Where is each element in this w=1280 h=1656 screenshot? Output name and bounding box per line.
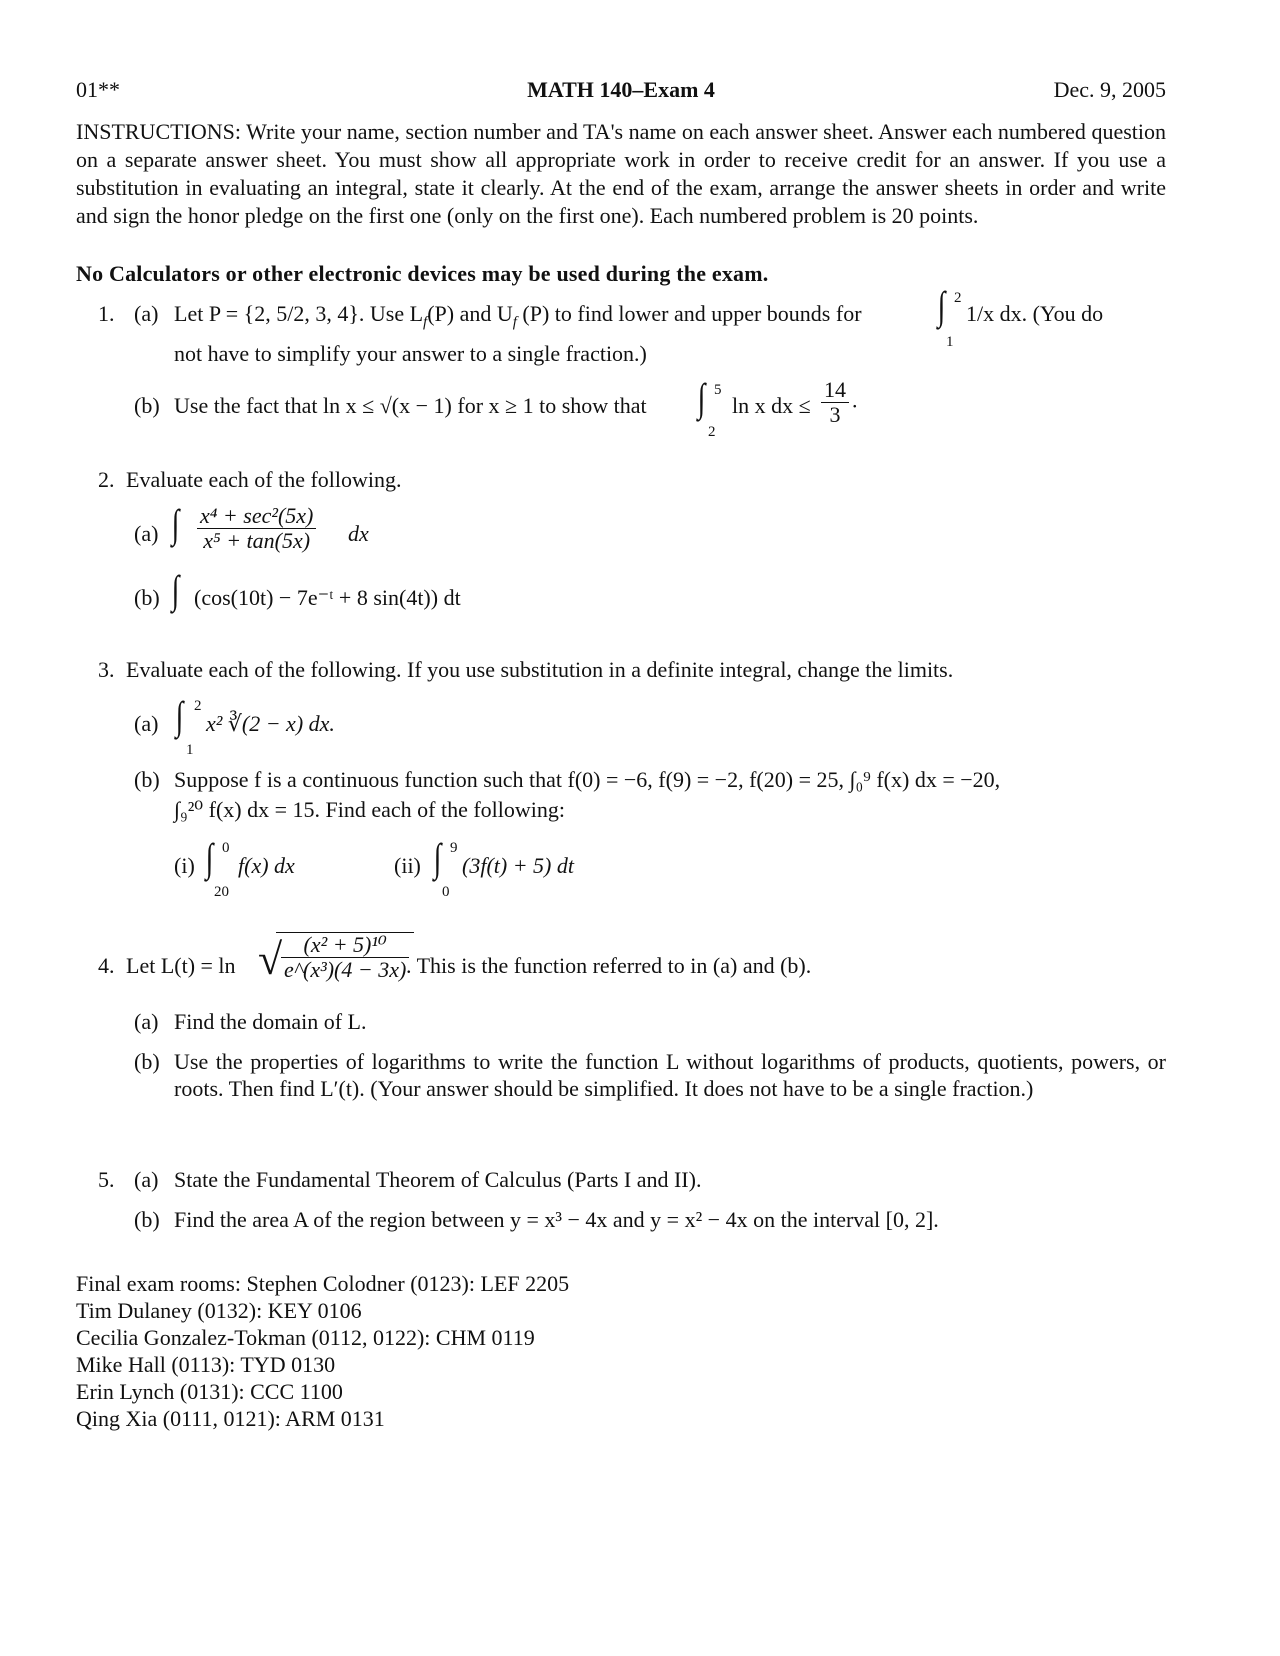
problem-4a-text: Find the domain of L. — [174, 1009, 367, 1034]
problem-2a-label: (a) — [134, 521, 159, 546]
problem-5b-label: (b) — [134, 1207, 160, 1232]
problem-4b-text: Use the properties of logarithms to write the function L without logarithms of products, quotients, powers, or roots. Then find L′(t). (Your answer should be simplified. It does not have to be a single fraction.) — [174, 1049, 1166, 1101]
problem-4-radical-sign: √ — [258, 935, 283, 984]
problem-4-text-pre: Let L(t) = ln — [126, 953, 236, 978]
section-code: 01** — [76, 77, 120, 102]
problem-1b-text: Use the fact that ln x ≤ √(x − 1) for x ≥ 1 to show that — [174, 393, 647, 418]
problem-2-text: Evaluate each of the following. — [126, 467, 402, 492]
problem-1b-integral-sign: ∫ — [697, 375, 706, 420]
problem-2b-label: (b) — [134, 585, 160, 610]
problem-1b-fraction: $\frac{14}{3}$ . — [818, 378, 858, 427]
problem-4-radicand: $\frac{\text{(x² + 5)¹⁰}}{\text{e\textasciicircum{}(x³)(4 − 3x)}}$ — [276, 932, 414, 982]
problem-3a-integral-sign: ∫ — [175, 693, 184, 738]
problem-2a-dx: dx — [348, 521, 369, 546]
final-room-line: Erin Lynch (0131): CCC 1100 — [76, 1379, 343, 1404]
problem-3b-i-text: f(x) dx — [238, 853, 295, 878]
problem-4b-label: (b) — [134, 1049, 160, 1074]
problem-1b-integral: ln x dx ≤ — [732, 393, 811, 418]
problem-5a-label: (a) — [134, 1167, 159, 1192]
final-room-line: Cecilia Gonzalez-Tokman (0112, 0122): CHM 0119 — [76, 1325, 535, 1350]
problem-2a-fraction: $\frac{\text{x⁴ + sec²(5x)}}{\text{x⁵ + tan(5x)}}$ — [194, 504, 319, 553]
problem-3-number: 3. — [98, 657, 115, 682]
problem-1a-continued: not have to simplify your answer to a single fraction.) — [174, 341, 647, 366]
problem-3a-label: (a) — [134, 711, 159, 736]
problem-3b-i-integral-sign: ∫ — [205, 835, 214, 880]
no-calculators-notice: No Calculators or other electronic devices may be used during the exam. — [76, 261, 769, 286]
problem-2b-integral-sign: ∫ — [171, 567, 180, 612]
problem-1b-label: (b) — [134, 393, 160, 418]
problem-5a-text: State the Fundamental Theorem of Calculus (Parts I and II). — [174, 1167, 702, 1192]
problem-2-number: 2. — [98, 467, 115, 492]
final-room-line: Mike Hall (0113): TYD 0130 — [76, 1352, 336, 1377]
problem-3b-line2: ∫₉²⁰ f(x) dx = 15. Find each of the following: — [174, 797, 566, 822]
problem-1a-label: (a) — [134, 301, 159, 326]
problem-3b-ii-text: (3f(t) + 5) dt — [462, 853, 574, 878]
problem-2a-integral-sign: ∫ — [171, 501, 180, 546]
final-exam-rooms — [76, 1270, 569, 1432]
exam-date: Dec. 9, 2005 — [1053, 77, 1166, 102]
exam-page: 01** MATH 140–Exam 4 Dec. 9, 2005 INSTRUCTIONS: Write your name, section number and TA's name on each answer sheet. Answer each numbered question on a separate answer sheet. You must show all appropriate work in order to receive credit for an answer. If you use a substitution in evaluating an integral, state it clearly. At the end of the exam, arrange the answer sheets in order and write and sign the honor pledge on the first one (only on the first one). Each numbered problem is 20 points. No Calculators or other electronic devices may be used during the exam. 1. (a) Let P = {2, 5/2, 3, 4}. Use $L_f(P)$ and $U_f$ (P) to find lower and upper bounds for ∫ 2 1 1/x dx. (You do not have to simplify your answer to a single fraction.) (b) Use the fact that ln x ≤ √(x − 1) for x ≥ 1 to show that ∫ 5 2 ln x dx ≤ $\frac{14}{3}$ . 2. Evaluate each of the following. (a) ∫ $\frac{\text{x⁴ + sec²(5x)}}{\text{x⁵ + tan(5x)}}$ dx (b) ∫ (cos(10t) − 7e⁻ᵗ + 8 sin(4t)) dt 3. Evaluate each of the following. If you use substitution in a definite integral, change the limits. (a) ∫ 2 1 x² ∛(2 − x) dx. (b) Suppose f is a continuous function such that f(0) = −6, f(9) = −2, f(20) = 25, ∫₀⁹ f(x) dx = −20, ∫₉²⁰ f(x) dx = 15. Find each of the following: (i) ∫ 0 20 f(x) dx (ii) ∫ 9 0 (3f(t) + 5) dt 4. Let L(t) = ln √ $\frac{\text{(x² + 5)¹⁰}}{\text{e\textasciicircum{}(x³)(4 − 3x)}}$ . This is the function referred to in (a) and (b). (a) Find the domain of L. (b) Use the properties of logarithms to write the function L without logarithms of products, quotients, powers, or roots. Then find L′(t). (Your answer should be simplified. It does not have to be a single fraction.) 5. (a) State the Fundamental Theorem of Calculus (Parts I and II). (b) Find the area A of the region between y = x³ − 4x and y = x² − 4x on the interval [0, 2]. Final exam rooms: Stephen Colodner (0123): LEF 2205 Tim Dulaney (0132): KEY 0106 Cecilia Gonzalez-Tokman (0112, 0122): CHM 0119 Mike Hall (0113): TYD 0130 Erin Lynch (0131): CCC 1100 Qing Xia (0111, 0121): ARM 0131 — [76, 77, 1166, 1431]
problem-3b-line1: Suppose f is a continuous function such that f(0) = −6, f(9) = −2, f(20) = 25, ∫₀⁹ f(x) dx = −20, — [174, 767, 1001, 792]
problem-3a-text: x² ∛(2 − x) dx. — [206, 711, 335, 736]
instructions-paragraph: INSTRUCTIONS: Write your name, section number and TA's name on each answer sheet. Answer each numbered question on a separate answer sheet. You must show all appropriate work in order to receive credit for an answer. If you use a substitution in evaluating an integral, state it clearly. At the end of the exam, arrange the answer sheets in order and write and sign the honor pledge on the first one (only on the first one). Each numbered problem is 20 points. — [76, 119, 1166, 228]
problem-3b-ii-label: (ii) — [394, 853, 421, 878]
problem-5b-text: Find the area A of the region between y = x³ − 4x and y = x² − 4x on the interval [0, 2]. — [174, 1207, 939, 1232]
final-room-line: Qing Xia (0111, 0121): ARM 0131 — [76, 1406, 385, 1431]
problem-2b-text: (cos(10t) − 7e⁻ᵗ + 8 sin(4t)) dt — [194, 585, 461, 610]
exam-header — [76, 76, 1166, 108]
problem-3b-i-label: (i) — [174, 853, 195, 878]
final-room-line: Tim Dulaney (0132): KEY 0106 — [76, 1298, 362, 1323]
problem-3-text: Evaluate each of the following. If you use substitution in a definite integral, change the limits. — [126, 657, 954, 682]
problem-1-number: 1. — [98, 301, 115, 326]
exam-title: MATH 140–Exam 4 — [527, 77, 715, 102]
problem-3b-label: (b) — [134, 767, 160, 792]
problem-4-number: 4. — [98, 953, 115, 978]
problem-3b-ii-integral-sign: ∫ — [433, 835, 442, 880]
problem-1a-text: Let P = {2, 5/2, 3, 4}. Use $L_f(P)$ and $U_f$ (P) to find lower and upper bounds for — [174, 301, 862, 331]
problem-5-number: 5. — [98, 1167, 115, 1192]
problem-4a-label: (a) — [134, 1009, 159, 1034]
problem-4-text-post: . This is the function referred to in (a) and (b). — [406, 953, 812, 978]
problem-1a-integral-sign: ∫ — [937, 283, 946, 328]
final-room-line: Final exam rooms: Stephen Colodner (0123): LEF 2205 — [76, 1271, 570, 1296]
problem-1a-integrand: 1/x dx. (You do — [966, 301, 1104, 326]
